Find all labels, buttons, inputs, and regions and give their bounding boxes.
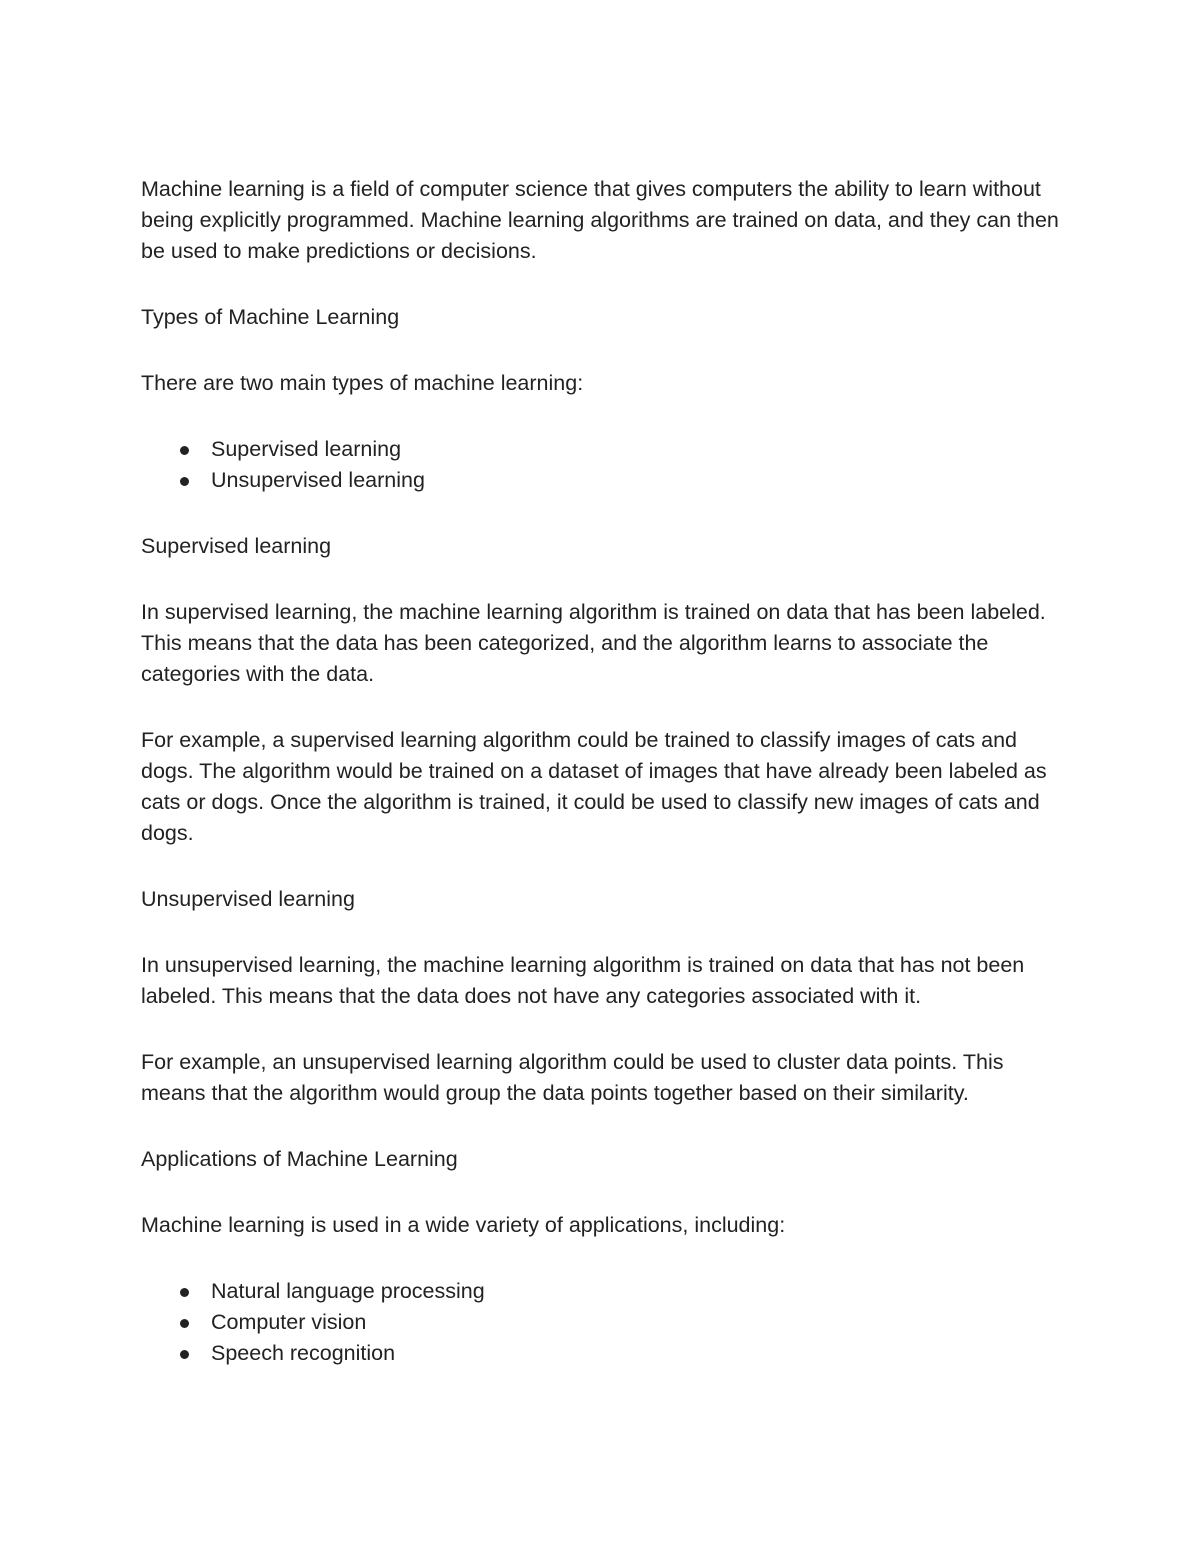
document-page bbox=[141, 174, 1071, 1404]
supervised-paragraph-1: In supervised learning, the machine learning algorithm is trained on data that has been labeled. This means that the data has been categorized, and the algorithm learns to associate the categories with the data. bbox=[141, 600, 1046, 686]
intro-paragraph: Machine learning is a field of computer science that gives computers the ability to learn without being explicitly programmed. Machine learning algorithms are trained on data, and they can then be used to make predictions or decisions. bbox=[141, 177, 1059, 263]
types-list bbox=[141, 434, 1071, 496]
list-item-text: Speech recognition bbox=[211, 1341, 396, 1365]
unsupervised-paragraph-1: In unsupervised learning, the machine learning algorithm is trained on data that has not been labeled. This means that the data does not have any categories associated with it. bbox=[141, 953, 1025, 1008]
bullet-icon bbox=[180, 1319, 189, 1328]
list-item-text: Computer vision bbox=[211, 1310, 367, 1334]
section-heading-types: Types of Machine Learning bbox=[141, 305, 400, 329]
list-item bbox=[141, 1307, 1071, 1338]
bullet-icon bbox=[180, 477, 189, 486]
list-item bbox=[141, 1338, 1071, 1369]
list-item-text: Unsupervised learning bbox=[211, 468, 425, 492]
bullet-icon bbox=[180, 1350, 189, 1359]
applications-list bbox=[141, 1276, 1071, 1369]
section-heading-supervised: Supervised learning bbox=[141, 534, 332, 558]
list-item-text: Natural language processing bbox=[211, 1279, 485, 1303]
types-intro-paragraph: There are two main types of machine learning: bbox=[141, 371, 584, 395]
unsupervised-paragraph-2: For example, an unsupervised learning algorithm could be used to cluster data points. This means that the algorithm would group the data points together based on their similarity. bbox=[141, 1050, 1004, 1105]
applications-intro-paragraph: Machine learning is used in a wide variety of applications, including: bbox=[141, 1213, 786, 1237]
list-item bbox=[141, 434, 1071, 465]
list-item bbox=[141, 1276, 1071, 1307]
bullet-icon bbox=[180, 446, 189, 455]
list-item bbox=[141, 465, 1071, 496]
section-heading-applications: Applications of Machine Learning bbox=[141, 1147, 458, 1171]
bullet-icon bbox=[180, 1288, 189, 1297]
supervised-paragraph-2: For example, a supervised learning algorithm could be trained to classify images of cats and dogs. The algorithm would be trained on a dataset of images that have already been labeled as cats or dogs. Once the algorithm is trained, it could be used to classify new images of cats and dogs. bbox=[141, 728, 1047, 845]
section-heading-unsupervised: Unsupervised learning bbox=[141, 887, 355, 911]
list-item-text: Supervised learning bbox=[211, 437, 402, 461]
